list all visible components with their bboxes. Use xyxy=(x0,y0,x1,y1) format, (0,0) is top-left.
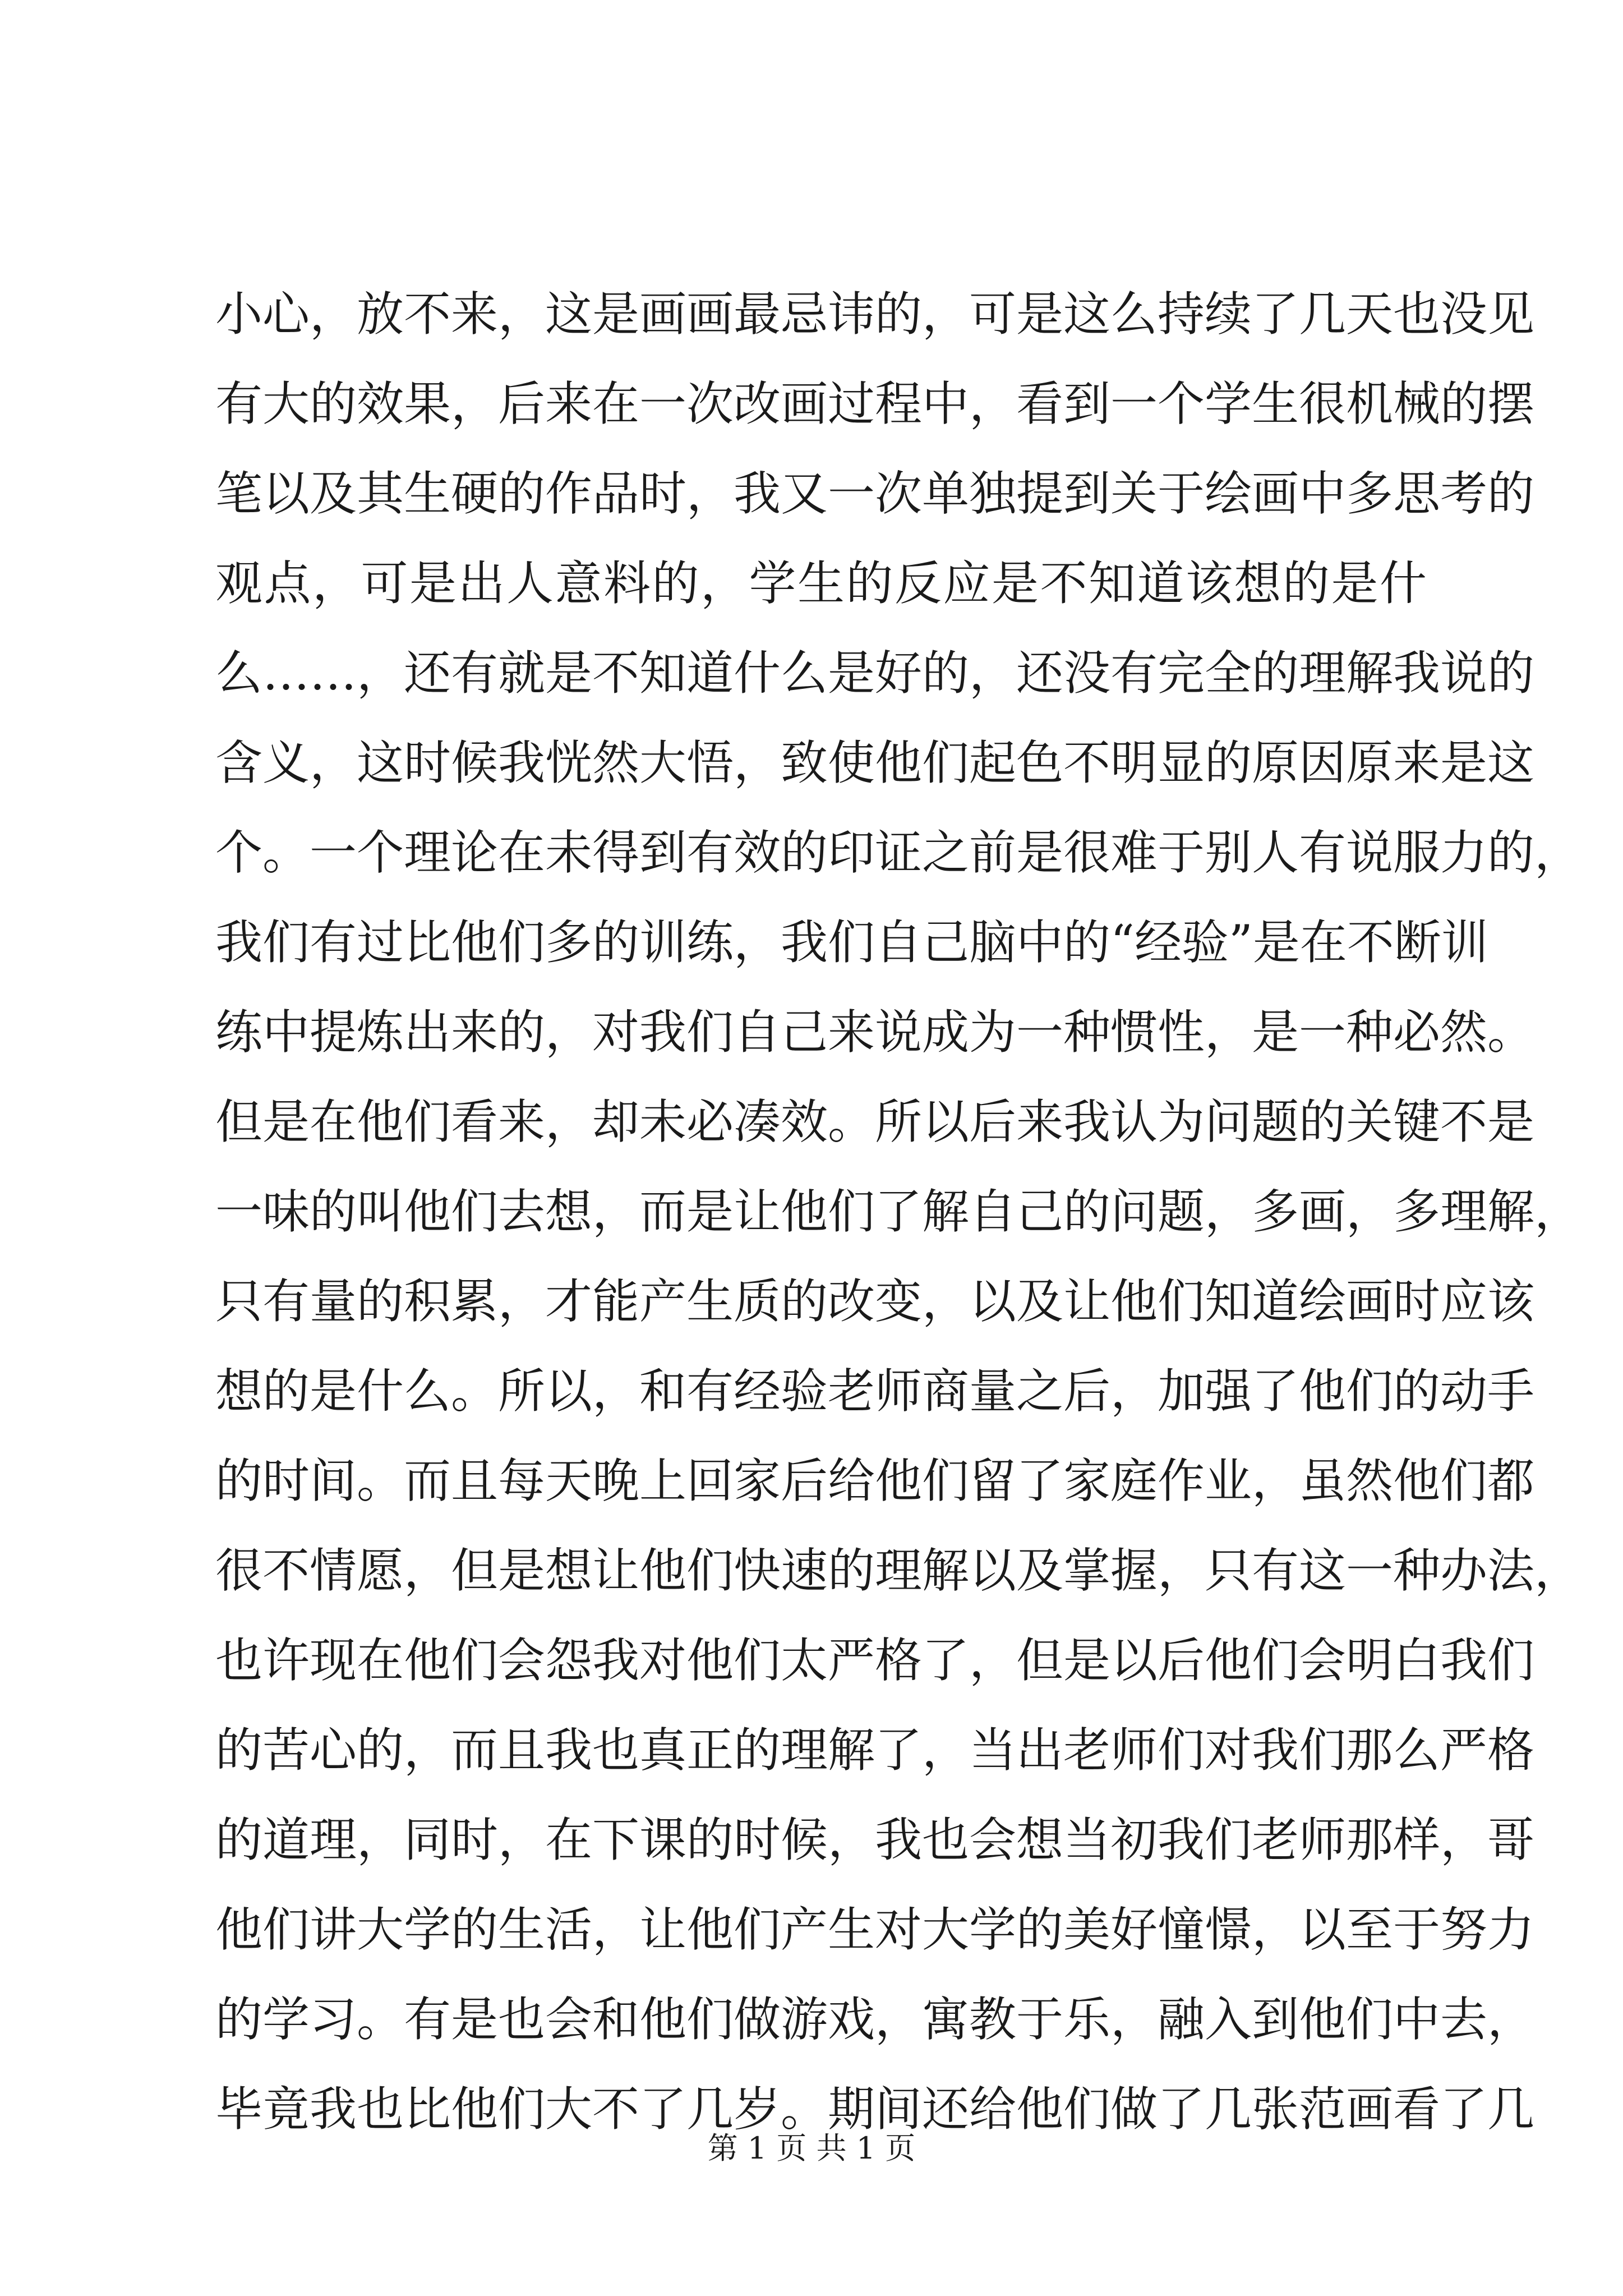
text-line: 个。一个理论在未得到有效的印证之前是很难于别人有说服力的， xyxy=(215,825,1582,880)
text-line: 他们讲大学的生活，让他们产生对大学的美好憧憬，以至于努力 xyxy=(215,1902,1535,1957)
text-line: 毕竟我也比他们大不了几岁。期间还给他们做了几张范画看了几 xyxy=(215,2082,1535,2137)
text-line: 但是在他们看来，却未必凑效。所以后来我认为问题的关键不是 xyxy=(215,1094,1535,1149)
text-line: 的道理，同时，在下课的时候，我也会想当初我们老师那样，哥 xyxy=(215,1812,1535,1867)
text-line: 小心，放不来，这是画画最忌讳的，可是这么持续了几天也没见 xyxy=(215,287,1535,342)
text-line: 想的是什么。所以，和有经验老师商量之后，加强了他们的动手 xyxy=(215,1364,1535,1419)
text-line: 很不情愿，但是想让他们快速的理解以及掌握，只有这一种办法， xyxy=(215,1543,1582,1598)
text-line: 观点，可是出人意料的，学生的反应是不知道该想的是什 xyxy=(215,556,1427,611)
text-line: 么……，还有就是不知道什么是好的，还没有完全的理解我说的 xyxy=(215,646,1535,701)
text-line: 一味的叫他们去想，而是让他们了解自己的问题，多画，多理解， xyxy=(215,1184,1582,1239)
text-line: 只有量的积累，才能产生质的改变，以及让他们知道绘画时应该 xyxy=(215,1274,1535,1329)
text-line: 也许现在他们会怨我对他们太严格了，但是以后他们会明白我们 xyxy=(215,1633,1535,1688)
text-line: 的苦心的，而且我也真正的理解了，当出老师们对我们那么严格 xyxy=(215,1723,1535,1778)
text-line: 练中提炼出来的，对我们自己来说成为一种惯性，是一种必然。 xyxy=(215,1005,1535,1060)
text-line: 笔以及其生硬的作品时，我又一次单独提到关于绘画中多思考的 xyxy=(215,466,1535,521)
body-paragraph xyxy=(215,269,1582,2154)
text-line: 的时间。而且每天晚上回家后给他们留了家庭作业，虽然他们都 xyxy=(215,1453,1535,1508)
page-number-footer: 第 1 页 共 1 页 xyxy=(707,2131,916,2166)
text-line: 有大的效果，后来在一次改画过程中，看到一个学生很机械的摆 xyxy=(215,376,1535,431)
text-line: 含义，这时候我恍然大悟，致使他们起色不明显的原因原来是这 xyxy=(215,735,1535,790)
text-line: 我们有过比他们多的训练，我们自己脑中的“经验”是在不断训 xyxy=(215,915,1488,970)
text-line: 的学习。有是也会和他们做游戏，寓教于乐，融入到他们中去， xyxy=(215,1992,1535,2047)
